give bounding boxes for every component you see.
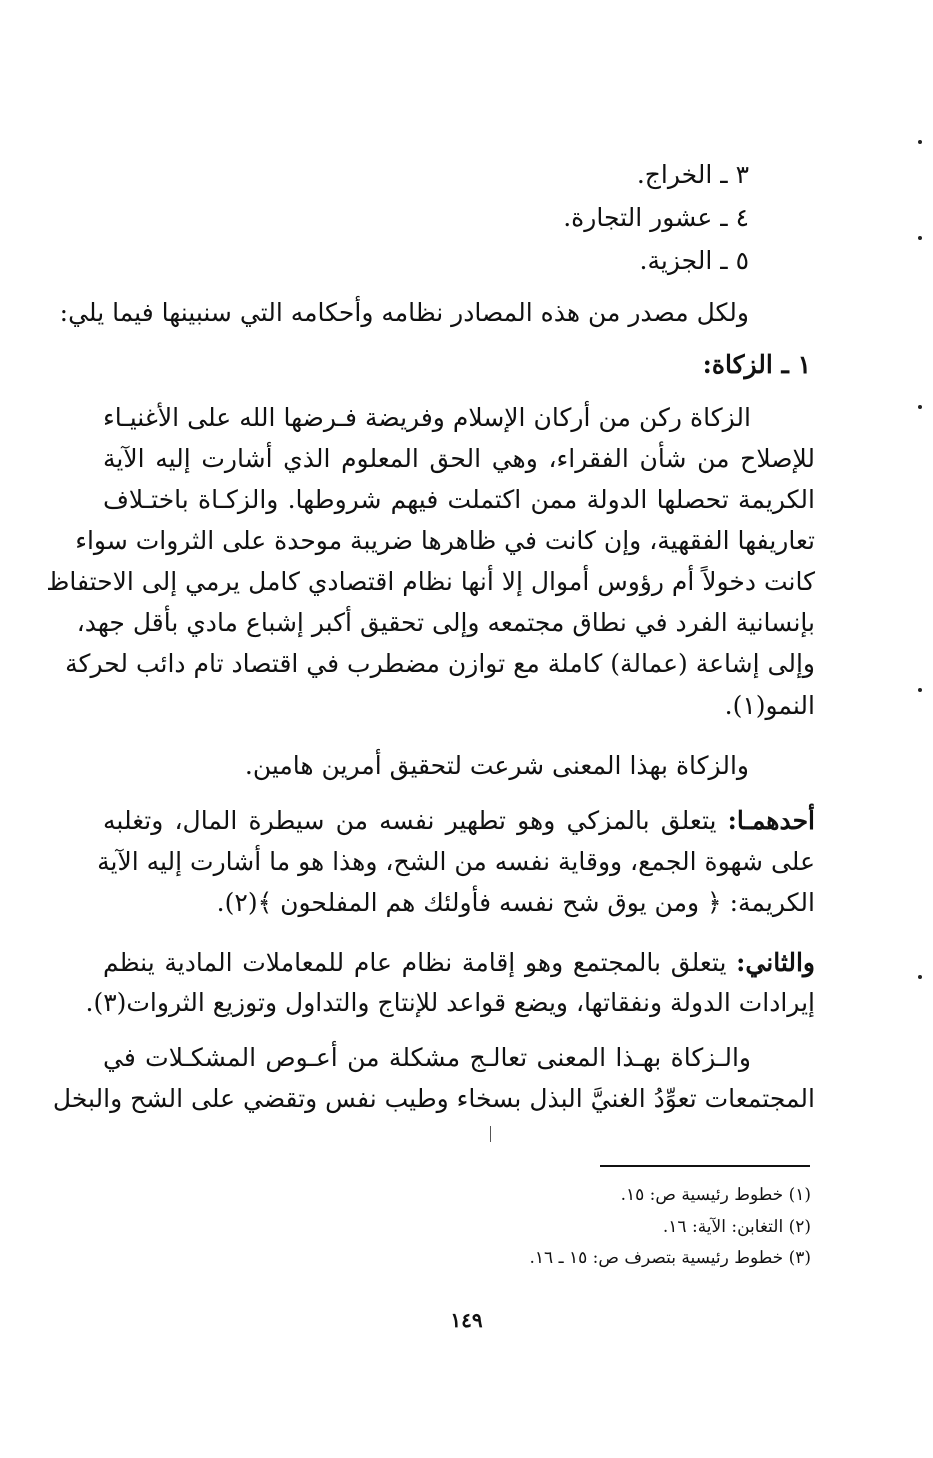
stray-mark <box>490 1126 491 1142</box>
second-purpose-line: إيرادات الدولة ونفقاتها، ويضع قواعد للإنتاج والتداول وتوزيع الثروات(٣). <box>85 988 815 1017</box>
second-purpose-line: والثاني: يتعلق بالمجتمع وهو إقامة نظام عام للمعاملات المادية ينظم <box>103 948 815 977</box>
quran-quote-line: الكريمة: ﴿ ومن يوق شح نفسه فأولئك هم المفلحون ﴾(٢). <box>216 888 815 917</box>
paragraph-line: الزكاة ركن من أركان الإسلام وفريضة فـرضها الله على الأغنيـاء <box>103 403 751 432</box>
second-label: والثاني: <box>736 948 815 977</box>
intro-line: ولكل مصدر من هذه المصادر نظامه وأحكامه التي سنبينها فيما يلي: <box>59 298 749 327</box>
closing-line: المجتمعات تعوِّدُ الغنيَّ البذل بسخاء وطيب نفس وتقضي على الشح والبخل <box>52 1084 815 1113</box>
scan-speck <box>918 236 922 240</box>
first-purpose-line: على شهوة الجمع، ووقاية نفسه من الشح، وهذا هو ما أشارت إليه الآية <box>97 847 815 876</box>
scan-speck <box>918 140 922 144</box>
page-number: ١٤٩ <box>450 1308 483 1332</box>
footnote-divider <box>600 1165 810 1167</box>
scan-speck <box>918 975 922 979</box>
paragraph-line: الكريمة تحصلها الدولة ممن اكتملت فيهم شروطها. والزكـاة باختـلاف <box>103 485 815 514</box>
footnote-1: (١) خطوط رئيسية ص: ١٥. <box>620 1185 811 1205</box>
paragraph-line: وإلى إشاعة (عمالة) كاملة مع توازن مضطرب في اقتصاد تام دائب لحركة <box>65 649 815 678</box>
paragraph-line: تعاريفها الفقهية، وإن كانت في ظاهرها ضريبة موحدة على الثروات سواء <box>75 526 815 555</box>
paragraph-line: النمو(١). <box>724 691 815 720</box>
first-purpose-line: أحدهمـا: يتعلق بالمزكي وهو تطهير نفسه من سيطرة المال، وتغلبه <box>103 806 815 835</box>
scan-speck <box>918 688 922 692</box>
scan-speck <box>918 405 922 409</box>
paragraph-line: بإنسانية الفرد في نطاق مجتمعه وإلى تحقيق أكبر إشباع مادي بأقل جهد، <box>76 608 815 637</box>
two-purposes-line: والزكاة بهذا المعنى شرعت لتحقيق أمرين هامين. <box>244 751 749 780</box>
list-item-jizya: ٥ ـ الجزية. <box>639 246 749 275</box>
paragraph-line: كانت دخولاً أم رؤوس أموال إلا أنها نظام اقتصادي كامل يرمي إلى الاحتفاظ <box>46 567 815 596</box>
paragraph-line: للإصلاح من شأن الفقراء، وهي الحق المعلوم الذي أشارت إليه الآية <box>103 444 815 473</box>
list-item-trade-tithes: ٤ ـ عشور التجارة. <box>563 203 749 232</box>
footnote-2: (٢) التغابن: الآية: ١٦. <box>662 1217 811 1237</box>
closing-line: والـزكاة بهـذا المعنى تعالـج مشكلة من أعـوص المشكـلات في <box>103 1043 751 1072</box>
list-item-kharaj: ٣ ـ الخراج. <box>636 160 749 189</box>
section-heading: ١ ـ الزكاة: <box>702 350 811 379</box>
first-label: أحدهمـا: <box>727 806 815 835</box>
footnote-3: (٣) خطوط رئيسية بتصرف ص: ١٥ ـ ١٦. <box>529 1248 811 1268</box>
